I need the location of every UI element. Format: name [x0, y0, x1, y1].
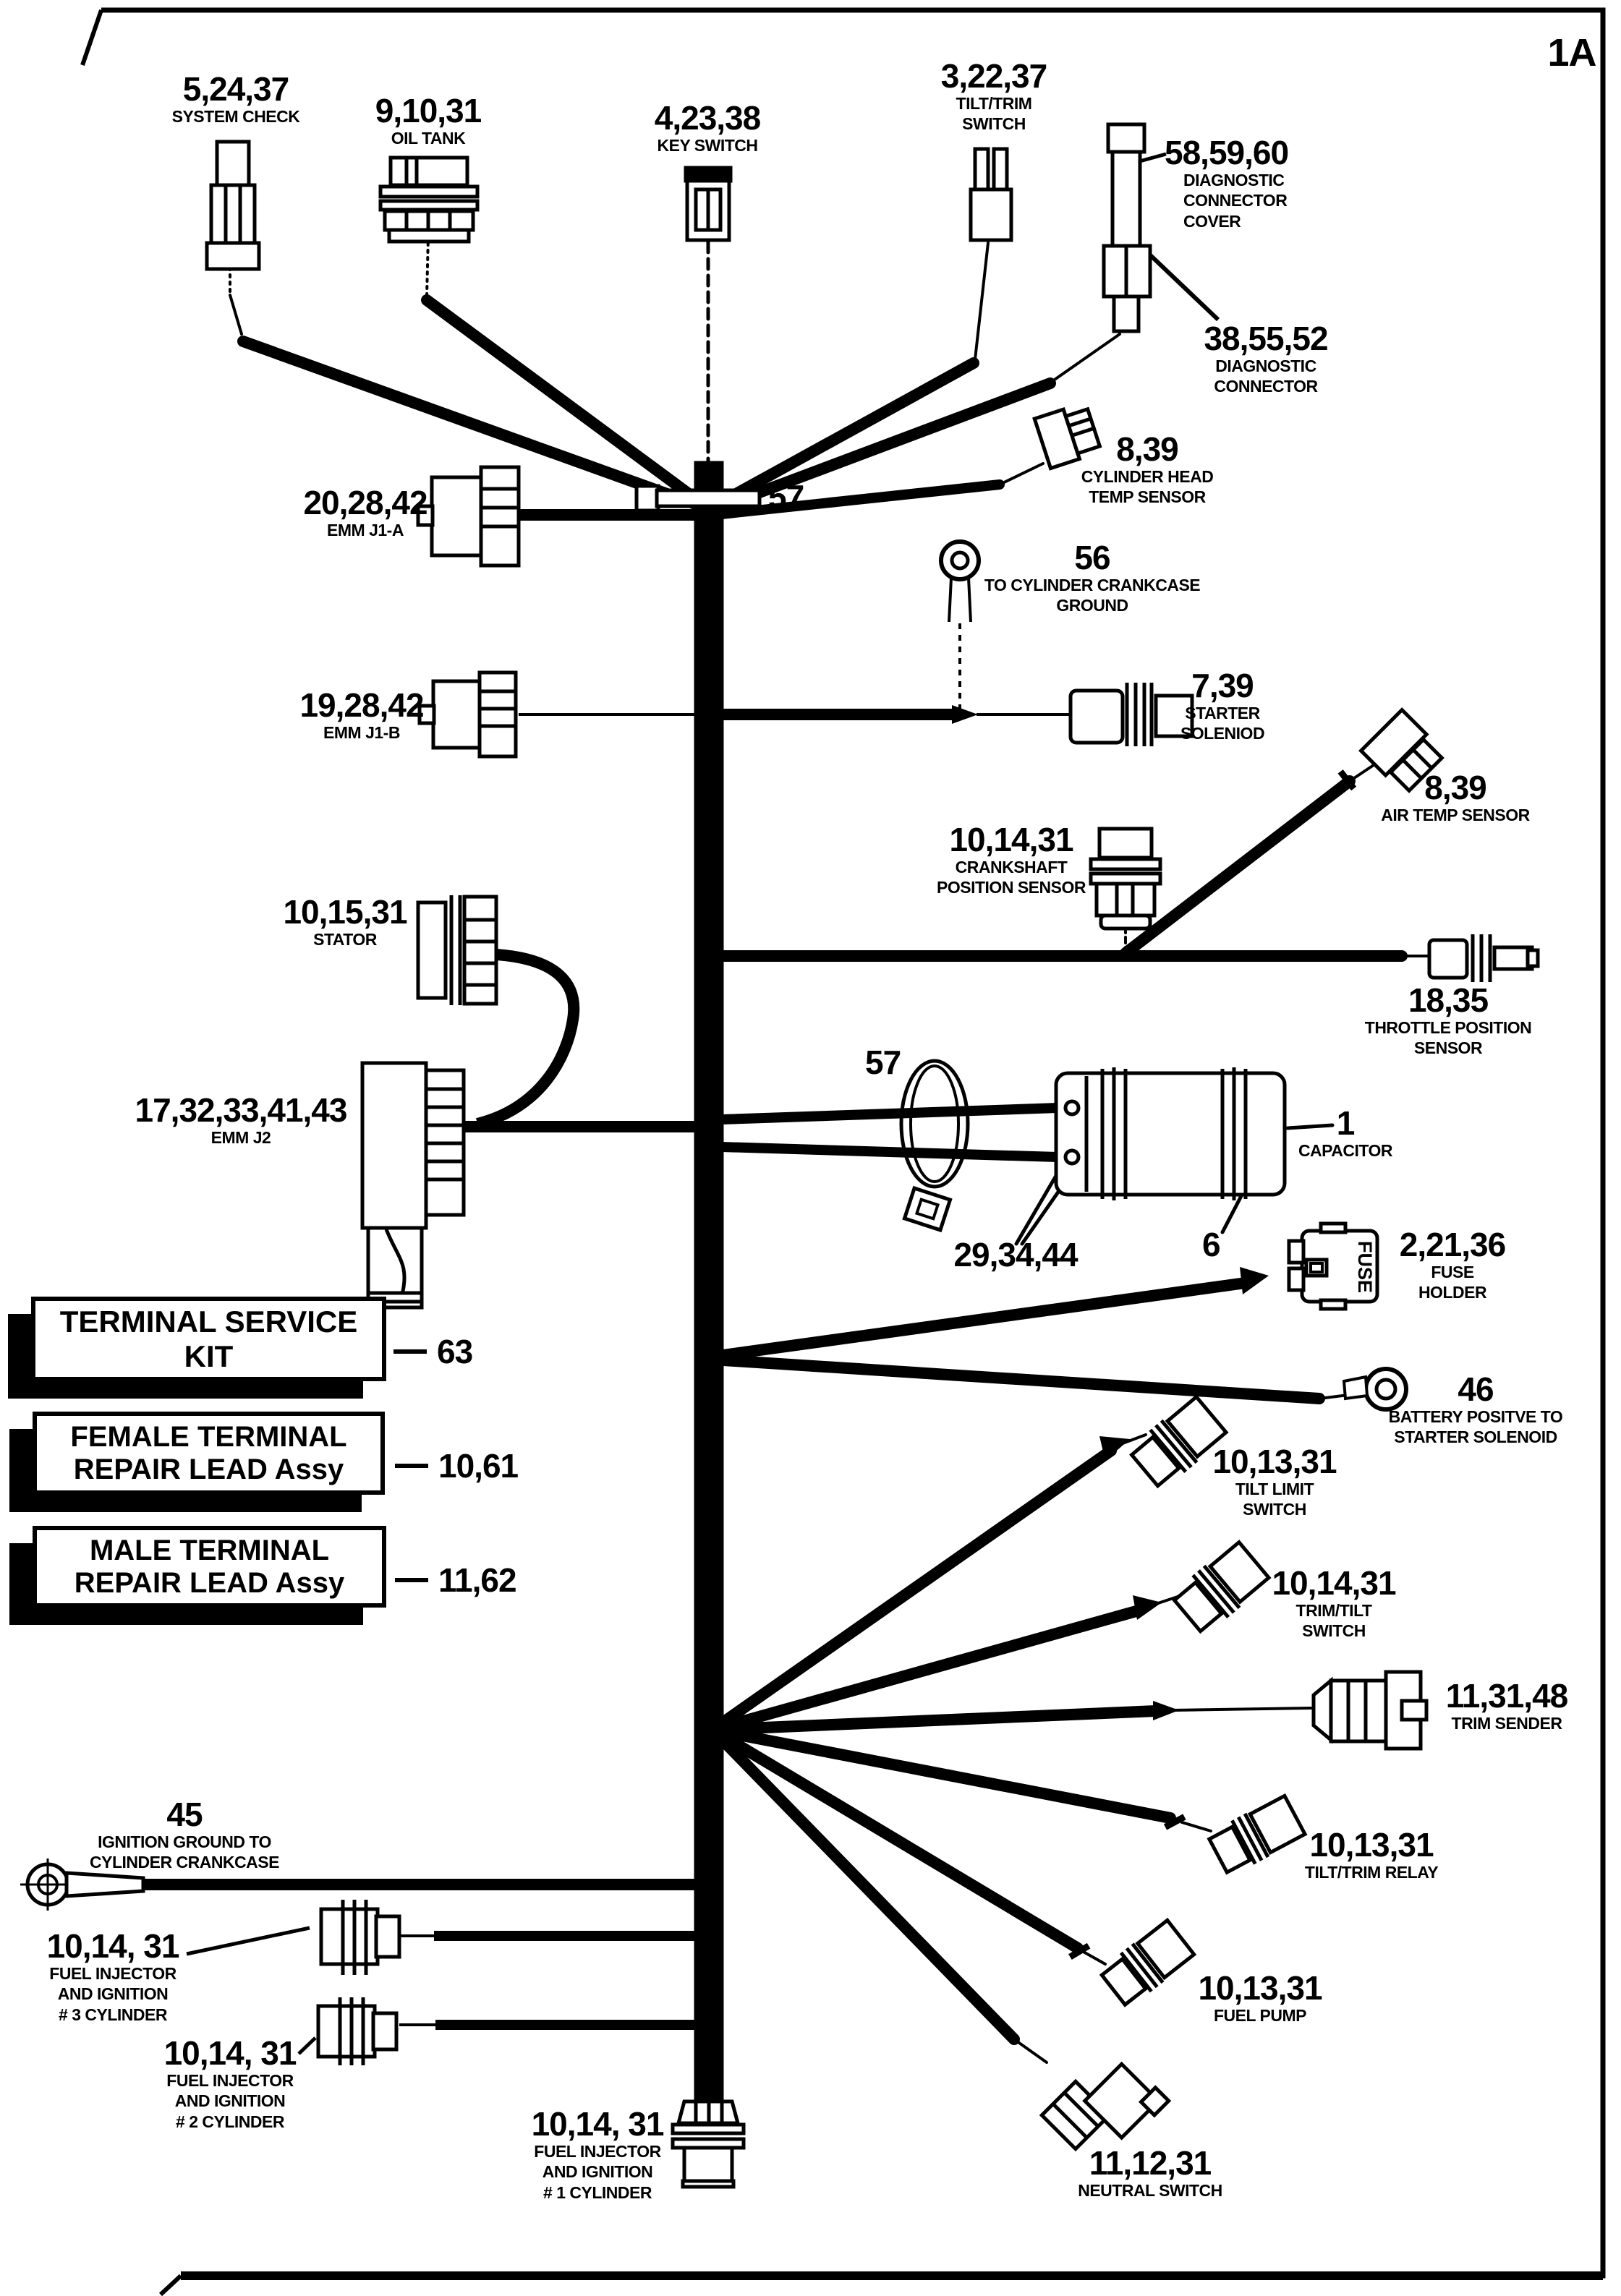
label-starter-solenoid: [1136, 669, 1309, 744]
part-name: # 3 CYLINDER: [59, 2005, 167, 2024]
label-cable-tie-57: 57: [865, 1044, 901, 1081]
part-name: NEUTRAL SWITCH: [1078, 2180, 1222, 2200]
label-crankcase-ground-56: [972, 541, 1212, 616]
part-name: TRIM SENDER: [1451, 1713, 1562, 1733]
part-name: TRIM/TILT: [1295, 1600, 1372, 1620]
label-throttle-position-sensor: [1328, 983, 1568, 1059]
page-ref: 1A: [1547, 31, 1596, 74]
part-ref: 9,10,31: [375, 92, 482, 129]
label-system-check: [156, 72, 315, 127]
label-tilt-trim-switch-top: [922, 59, 1066, 135]
part-name: CYLINDER CRANKCASE: [90, 1853, 279, 1872]
injector-3-connector: [321, 1900, 399, 1975]
label-battery-positive: [1354, 1370, 1597, 1448]
part-ref: 10,13,31: [1212, 1443, 1337, 1480]
part-ref: 45: [166, 1796, 203, 1833]
label-key-switch: [628, 101, 787, 155]
label-emm-j1a: [278, 486, 452, 540]
part-ref: 7,39: [1191, 667, 1254, 704]
part-name: TILT/TRIM RELAY: [1304, 1862, 1439, 1882]
part-name: FUSE: [1431, 1262, 1474, 1281]
part-name: AND IGNITION: [542, 2162, 653, 2182]
main-harness-trunk: [696, 463, 722, 2103]
diagnostic-connector-glyph: [1104, 124, 1150, 331]
kit-title: MALE TERMINAL: [89, 1534, 330, 1566]
part-name: AND IGNITION: [174, 2091, 286, 2111]
label-injector-3: [29, 1929, 197, 2025]
part-name: KEY SWITCH: [657, 135, 758, 155]
fuse-holder-embedded-text: FUSE: [1354, 1240, 1376, 1294]
part-name: SOLENIOD: [1180, 724, 1265, 743]
kit-title: KIT: [184, 1339, 234, 1373]
label-capacitor: [1259, 1106, 1432, 1161]
terminal-service-kit-box: [31, 1297, 386, 1381]
oil-tank-connector: [380, 158, 477, 242]
part-ref: 3,22,37: [940, 57, 1047, 95]
label-oil-tank: [356, 94, 501, 148]
label-ignition-ground-45: [74, 1798, 295, 1873]
part-ref: 10,14, 31: [163, 2034, 297, 2072]
part-name: FUEL PUMP: [1214, 2005, 1306, 2025]
part-name: CYLINDER HEAD: [1081, 466, 1214, 486]
part-ref: 10,15,31: [283, 893, 407, 931]
part-ref: 17,32,33,41,43: [135, 1091, 347, 1129]
label-tilt-limit-switch: [1179, 1445, 1370, 1520]
throttle-position-sensor-connector: [1429, 934, 1538, 982]
part-name: FUEL INJECTOR: [534, 2141, 661, 2161]
part-name: CONNECTOR: [1214, 377, 1318, 396]
part-ref: 20,28,42: [303, 484, 427, 521]
part-ref: 10,14,31: [949, 821, 1073, 858]
leader-dash: [395, 1578, 428, 1582]
label-emm-j2: [118, 1093, 364, 1148]
part-name: STARTER: [1185, 703, 1260, 722]
part-name: FUEL INJECTOR: [166, 2070, 294, 2090]
part-name: GROUND: [1056, 596, 1128, 615]
part-ref: 19,28,42: [299, 686, 424, 724]
kit-title: REPAIR LEAD Assy: [73, 1453, 344, 1485]
label-cylinder-head-temp-sensor: [1053, 432, 1241, 508]
part-name: TILT LIMIT: [1235, 1479, 1314, 1498]
part-ref: 4,23,38: [654, 99, 761, 137]
part-ref: 10,14, 31: [531, 2105, 664, 2143]
injector-2-connector: [318, 1997, 396, 2065]
label-trim-tilt-switch: [1246, 1566, 1422, 1642]
part-name: SENSOR: [1413, 1038, 1483, 1058]
part-ref: 56: [1074, 539, 1110, 576]
part-name: STATOR: [313, 929, 377, 949]
part-name: AND IGNITION: [57, 1984, 169, 2004]
part-ref: 8,39: [1116, 430, 1178, 468]
system-check-connector: [207, 142, 259, 269]
starter-solenoid-wire: [722, 705, 1069, 724]
part-name: DIAGNOSTIC: [1183, 170, 1285, 189]
kit-title: TERMINAL SERVICE: [59, 1305, 358, 1339]
part-name: # 1 CYLINDER: [543, 2182, 652, 2202]
kit-ref-10-61: 10,61: [395, 1446, 518, 1485]
label-diagnostic-cover: [1165, 136, 1382, 231]
clamp-57-glyph: [637, 486, 760, 511]
part-name: IGNITION GROUND TO: [98, 1832, 271, 1851]
part-ref: 18,35: [1408, 981, 1489, 1019]
female-terminal-repair-lead-box: [33, 1412, 385, 1495]
label-injector-1: [514, 2107, 681, 2203]
tilt-trim-switch-connector: [971, 149, 1011, 240]
part-name: OIL TANK: [391, 128, 466, 148]
part-name: TEMP SENSOR: [1089, 487, 1206, 507]
part-name: TO CYLINDER CRANKCASE: [984, 575, 1201, 594]
lower-fan-wires: [712, 1435, 1311, 2062]
part-ref: 10,14, 31: [46, 1927, 179, 1965]
part-name: CRANKSHAFT: [955, 857, 1068, 876]
part-name: CAPACITOR: [1298, 1140, 1393, 1160]
kit-ref-11-62: 11,62: [395, 1561, 516, 1600]
cable-tie-57-glyph: [901, 1061, 968, 1230]
injector-1-connector: [673, 2101, 744, 2187]
label-injector-2: [146, 2036, 314, 2132]
part-name: CONNECTOR: [1183, 191, 1288, 210]
label-capacitor-clamps: 29,34,44: [953, 1236, 1078, 1273]
part-ref: 1: [1336, 1104, 1355, 1142]
fuse-battery-wires: [712, 1267, 1360, 1399]
label-diagnostic-connector: [1157, 322, 1374, 397]
part-ref: 10,13,31: [1309, 1826, 1434, 1864]
part-ref: 5,24,37: [182, 70, 289, 108]
label-trim-sender: [1405, 1679, 1608, 1733]
label-tilt-trim-relay: [1263, 1828, 1480, 1882]
part-ref: 10,14,31: [1272, 1564, 1396, 1602]
part-name: AIR TEMP SENSOR: [1381, 805, 1530, 824]
part-name: DIAGNOSTIC: [1215, 356, 1316, 375]
part-name: # 2 CYLINDER: [176, 2112, 284, 2131]
part-name: COVER: [1183, 211, 1241, 231]
part-name: EMM J2: [210, 1127, 271, 1147]
kit-title: REPAIR LEAD Assy: [74, 1566, 345, 1599]
part-name: EMM J1-A: [327, 520, 404, 539]
part-ref: 11,12,31: [1089, 2144, 1212, 2182]
part-name: TILT/TRIM: [956, 93, 1032, 113]
label-emm-j1b: [275, 688, 448, 743]
capacitor-glyph: [1056, 1067, 1285, 1200]
part-name: THROTTLE POSITION: [1364, 1017, 1532, 1037]
part-ref: 8,39: [1424, 769, 1486, 806]
part-ref: 10,13,31: [1198, 1969, 1322, 2007]
label-fuse-holder: [1366, 1228, 1539, 1303]
part-name: FUEL INJECTOR: [49, 1963, 176, 1983]
leader-dash: [395, 1464, 428, 1468]
kit-title: FEMALE TERMINAL: [70, 1420, 347, 1453]
leader-dash: [393, 1349, 427, 1354]
key-switch-connector: [686, 168, 731, 240]
part-ref: 11,31,48: [1445, 1677, 1568, 1715]
label-clamp-57: 57: [768, 478, 804, 516]
part-name: SYSTEM CHECK: [171, 106, 300, 126]
label-crankshaft-position-sensor: [916, 823, 1107, 898]
part-name: STARTER SOLENOID: [1394, 1427, 1557, 1447]
leader-38-55-52: [1144, 249, 1218, 320]
label-fuel-pump: [1165, 1971, 1356, 2026]
part-name: SWITCH: [1243, 1500, 1306, 1519]
part-ref: 2,21,36: [1399, 1226, 1506, 1263]
male-terminal-repair-lead-box: [33, 1526, 386, 1608]
part-name: SWITCH: [1302, 1621, 1366, 1641]
part-name: SWITCH: [962, 114, 1026, 134]
emm-j2-connector: [362, 1063, 464, 1307]
part-ref: 58,59,60: [1165, 134, 1289, 171]
part-name: EMM J1-B: [323, 722, 400, 742]
kit-ref-63: 63: [393, 1332, 472, 1371]
part-name: POSITION SENSOR: [937, 878, 1086, 897]
part-ref: 46: [1458, 1370, 1494, 1408]
part-name: HOLDER: [1418, 1283, 1487, 1302]
label-capacitor-strap: 6: [1202, 1226, 1220, 1263]
label-air-temp-sensor: [1335, 771, 1575, 825]
part-ref: 38,55,52: [1204, 320, 1328, 357]
label-stator: [258, 895, 432, 949]
top-fan-wires: [230, 236, 1120, 515]
label-neutral-switch: [1047, 2146, 1253, 2201]
part-name: BATTERY POSITVE TO: [1388, 1407, 1563, 1426]
